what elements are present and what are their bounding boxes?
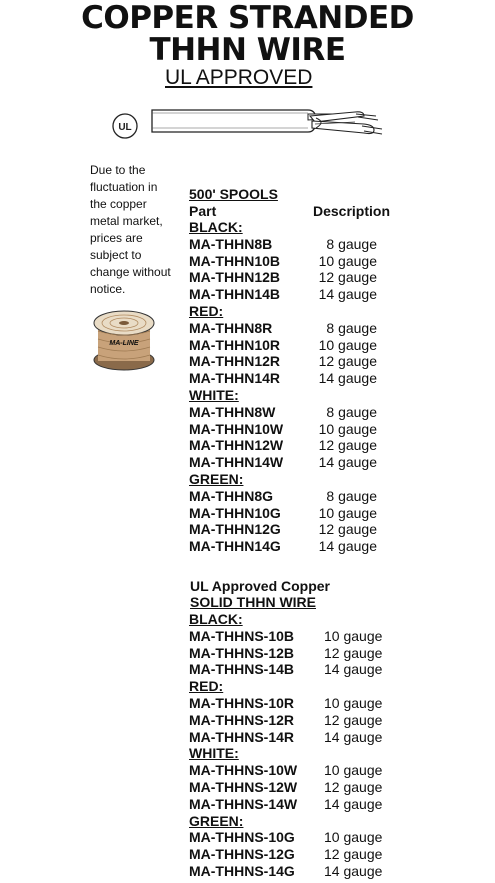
- column-header-description: Description: [313, 203, 391, 219]
- part-row: [189, 286, 377, 303]
- part-row: [189, 778, 383, 796]
- color-group-label: WHITE:: [189, 745, 239, 762]
- part-description: 14 gauge: [324, 862, 383, 879]
- part-row: [189, 336, 377, 354]
- part-row: [189, 711, 383, 729]
- spool-brand-logo: MA-LINE: [109, 340, 139, 347]
- part-number: MA-THHN12R: [189, 353, 280, 370]
- stranded-wire-illustration: [150, 104, 385, 140]
- part-number: MA-THHNS-10W: [189, 762, 298, 779]
- part-number: MA-THHN10W: [189, 420, 284, 437]
- part-description: 12 gauge: [324, 644, 383, 661]
- part-row: [189, 644, 383, 662]
- stranded-parts-list: [189, 219, 377, 555]
- part-row: [189, 862, 383, 880]
- color-group-label: GREEN:: [189, 812, 244, 829]
- color-group-label: GREEN:: [189, 470, 244, 487]
- part-number: MA-THHN12B: [189, 269, 280, 286]
- part-number: MA-THHNS-10B: [189, 627, 294, 644]
- part-description: 14 gauge: [324, 661, 383, 678]
- part-description: 10 gauge: [324, 627, 383, 644]
- part-description: 10 gauge: [324, 762, 383, 779]
- part-row: [189, 454, 377, 471]
- part-row: [189, 627, 383, 645]
- part-row: [189, 403, 377, 421]
- part-description: 12 gauge: [318, 353, 377, 370]
- part-description: 12 gauge: [318, 437, 377, 454]
- part-description: 12 gauge: [318, 521, 377, 538]
- part-row: [189, 420, 377, 438]
- stranded-section-title: 500' SPOOLS: [189, 186, 278, 202]
- part-number: MA-THHNS-14R: [189, 728, 294, 745]
- part-row: [189, 269, 377, 286]
- part-row: [189, 694, 383, 712]
- part-number: MA-THHN14W: [189, 454, 284, 471]
- part-row: [189, 487, 377, 505]
- part-number: MA-THHN10B: [189, 252, 280, 269]
- color-group-label: RED:: [189, 678, 224, 695]
- part-row: [189, 538, 377, 555]
- part-number: MA-THHN8G: [189, 487, 273, 504]
- part-row: [189, 235, 377, 253]
- title-line-1: COPPER STRANDED: [81, 0, 414, 36]
- part-number: MA-THHNS-12G: [189, 846, 295, 863]
- part-row: [189, 661, 383, 678]
- part-number: MA-THHN8B: [189, 235, 273, 252]
- part-number: MA-THHN10G: [189, 504, 281, 521]
- part-row: [189, 504, 377, 522]
- part-description: 14 gauge: [318, 454, 377, 471]
- part-number: MA-THHNS-10R: [189, 694, 294, 711]
- solid-section-subtitle: SOLID THHN WIRE: [190, 594, 316, 610]
- part-row: [189, 319, 377, 337]
- part-description: 14 gauge: [318, 286, 377, 303]
- part-description: 8 gauge: [326, 487, 377, 504]
- part-description: 14 gauge: [324, 795, 383, 812]
- part-number: MA-THHN12W: [189, 437, 284, 454]
- part-description: 10 gauge: [324, 694, 383, 711]
- part-description: 10 gauge: [318, 252, 377, 269]
- subtitle-ul-approved: UL APPROVED: [165, 66, 313, 89]
- title-line-2: THHN WIRE: [149, 32, 346, 68]
- color-group-label: BLACK:: [189, 611, 243, 627]
- part-description: 12 gauge: [324, 846, 383, 863]
- part-number: MA-THHNS-14G: [189, 862, 295, 879]
- wire-spool-image: [92, 305, 156, 375]
- part-row: [189, 728, 383, 746]
- column-header-part: Part: [189, 203, 217, 219]
- part-number: MA-THHNS-14B: [189, 661, 294, 678]
- part-description: 12 gauge: [324, 778, 383, 795]
- part-number: MA-THHN12G: [189, 521, 281, 538]
- part-number: MA-THHN10R: [189, 336, 280, 353]
- part-description: 14 gauge: [318, 538, 377, 555]
- part-row: [189, 437, 377, 454]
- part-description: 10 gauge: [318, 420, 377, 437]
- part-row: [189, 521, 377, 538]
- part-row: [189, 252, 377, 270]
- price-notice: Due to the fluctuation in the copper metal market, prices are subject to change without notice.: [90, 163, 171, 296]
- ul-certification-icon: [112, 113, 138, 139]
- part-number: MA-THHNS-10G: [189, 829, 295, 846]
- part-description: 8 gauge: [326, 235, 377, 252]
- part-description: 10 gauge: [318, 336, 377, 353]
- part-description: 14 gauge: [324, 728, 383, 745]
- part-row: [189, 370, 377, 387]
- part-description: 12 gauge: [318, 269, 377, 286]
- color-group-label: WHITE:: [189, 386, 239, 403]
- part-number: MA-THHN14B: [189, 286, 280, 303]
- part-description: 14 gauge: [318, 370, 377, 387]
- part-number: MA-THHN8W: [189, 403, 276, 420]
- part-row: [189, 353, 377, 370]
- solid-section-title: UL Approved Copper: [190, 578, 331, 594]
- solid-parts-list: [189, 611, 383, 880]
- part-number: MA-THHN14G: [189, 538, 281, 555]
- part-number: MA-THHNS-12B: [189, 644, 294, 661]
- part-number: MA-THHNS-14W: [189, 795, 298, 812]
- part-description: 10 gauge: [324, 829, 383, 846]
- part-description: 8 gauge: [326, 319, 377, 336]
- part-row: [189, 829, 383, 846]
- part-description: 12 gauge: [324, 711, 383, 728]
- color-group-label: RED:: [189, 302, 224, 319]
- ul-logo-text: UL: [118, 122, 132, 133]
- part-number: MA-THHNS-12W: [189, 778, 298, 795]
- color-group-label: BLACK:: [189, 219, 243, 235]
- part-row: [189, 762, 383, 779]
- part-description: 10 gauge: [318, 504, 377, 521]
- part-row: [189, 846, 383, 863]
- part-number: MA-THHNS-12R: [189, 711, 294, 728]
- part-row: [189, 795, 383, 813]
- part-number: MA-THHN14R: [189, 370, 280, 387]
- part-description: 8 gauge: [326, 403, 377, 420]
- part-number: MA-THHN8R: [189, 319, 273, 336]
